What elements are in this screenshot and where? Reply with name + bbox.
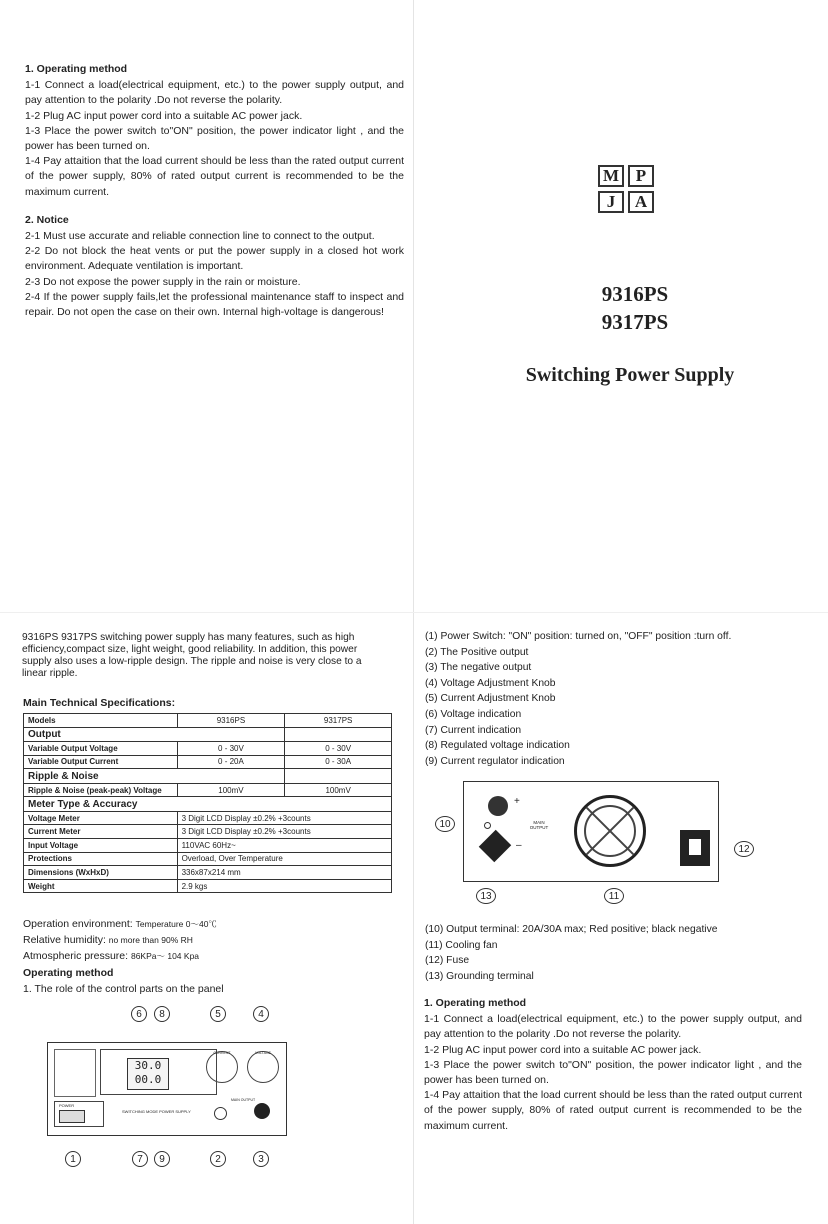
- logo-letter: M: [598, 165, 624, 187]
- list-item: (9) Current regulator indication: [425, 755, 565, 767]
- knob-label: VOLTAGE: [254, 1051, 271, 1055]
- table-row: [24, 769, 392, 784]
- section-title: 2. Notice: [25, 213, 69, 226]
- callout-number: 4: [253, 1006, 269, 1022]
- callout-number: 7: [132, 1151, 148, 1167]
- fold-line-horizontal: [0, 612, 828, 613]
- table-cell: Current Meter: [24, 825, 178, 839]
- list-item: (6) Voltage indication: [425, 708, 522, 720]
- model-number: 9317PS: [601, 310, 669, 334]
- paragraph: 1-2 Plug AC input power cord into a suitable AC power jack.: [25, 109, 303, 122]
- callout-number: 12: [734, 841, 754, 857]
- atmospheric-pressure: [23, 948, 199, 964]
- grounding-terminal[interactable]: [484, 822, 491, 829]
- table-cell: Variable Output Current: [24, 755, 178, 769]
- red-output-terminal[interactable]: [488, 796, 508, 816]
- fuse-socket: [680, 830, 710, 866]
- operating-method-section: [25, 62, 404, 320]
- callout-number: 1: [65, 1151, 81, 1167]
- operating-method-title: Operating method: [23, 967, 114, 979]
- table-cell: [285, 727, 392, 742]
- table-row: [24, 852, 392, 866]
- paragraph: 1-4 Pay attaition that the load current should be less than the rated output current of the power supply, 80% of rated output current is recommended to be the maximum current.: [424, 1089, 802, 1132]
- table-cell: 0 - 20A: [177, 755, 285, 769]
- paragraph: 1-4 Pay attaition that the load current should be less than the rated output current of the power supply, 80% of rated output current is recommended to be the maximum current.: [25, 155, 404, 198]
- control-parts-caption: 1. The role of the control parts on the panel: [23, 983, 224, 995]
- table-row: [24, 755, 392, 769]
- table-cell: 3 Digit LCD Display ±0.2% +3counts: [177, 811, 391, 825]
- display-window: [100, 1049, 217, 1095]
- power-switch[interactable]: [59, 1110, 85, 1123]
- vent-area: [54, 1049, 96, 1097]
- logo-letter: J: [598, 191, 624, 213]
- callout-number: 5: [210, 1006, 226, 1022]
- list-item: (7) Current indication: [425, 724, 522, 736]
- table-row: [24, 879, 392, 893]
- paragraph: 2-1 Must use accurate and reliable connection line to connect to the output.: [25, 230, 375, 243]
- knob-label: CURRENT: [213, 1051, 231, 1055]
- env-label: Atmospheric pressure:: [23, 950, 131, 962]
- table-row: [24, 742, 392, 756]
- table-cell: 0 - 30A: [285, 755, 392, 769]
- paragraph: 2-2 Do not block the heat vents or put the power supply in a closed hot work environment. Adequate ventilation is important.: [25, 245, 404, 273]
- cooling-fan: [574, 795, 646, 867]
- list-item: (10) Output terminal: 20A/30A max; Red positive; black negative: [425, 924, 718, 935]
- callout-number: 8: [154, 1006, 170, 1022]
- positive-terminal[interactable]: [214, 1107, 227, 1120]
- table-cell: Input Voltage: [24, 839, 178, 853]
- section-title: 1. Operating method: [25, 63, 128, 75]
- callout-number: 13: [476, 888, 496, 904]
- env-label: Relative humidity:: [23, 934, 109, 946]
- lcd-display: [127, 1058, 169, 1090]
- black-output-terminal[interactable]: [479, 830, 512, 863]
- fuse-slot: [689, 839, 701, 855]
- list-item: (4) Voltage Adjustment Knob: [425, 677, 556, 689]
- table-cell: 0 - 30V: [285, 742, 392, 756]
- section-title: 1. Operating method: [424, 997, 527, 1009]
- parts-list: [425, 629, 731, 769]
- table-row: [24, 811, 392, 825]
- table-section-header: Meter Type & Accuracy: [24, 797, 392, 812]
- table-cell: 2.9 kgs: [177, 879, 391, 893]
- paragraph: 2-3 Do not expose the power supply in the rain or moisture.: [25, 275, 301, 288]
- callout-number: 9: [154, 1151, 170, 1167]
- table-cell: 336x87x214 mm: [177, 866, 391, 880]
- product-title: Switching Power Supply: [525, 364, 735, 386]
- rear-panel: [463, 781, 719, 882]
- plus-sign: +: [514, 796, 520, 807]
- paragraph: 1-1 Connect a load(electrical equipment, etc.) to the power supply output, and pay attention to the polarity .Do not reverse the polarity.: [424, 1013, 802, 1041]
- power-label: POWER: [59, 1103, 75, 1108]
- table-row: [24, 825, 392, 839]
- lcd-voltage-readout: 30.0: [134, 1059, 162, 1072]
- paragraph: 1-3 Place the power switch to"ON" position, the power indicator light , and the power has been turned on.: [25, 124, 404, 153]
- power-switch-box: [54, 1101, 104, 1127]
- callout-number: 11: [604, 888, 624, 904]
- model-number: 9316PS: [601, 282, 669, 306]
- table-cell: 110VAC 60Hz~: [177, 839, 391, 853]
- paragraph: 1-3 Place the power switch to"ON" position, the power indicator light , and the power has been turned on.: [424, 1058, 802, 1087]
- brand-label: SWITCHING MODE POWER SUPPLY: [122, 1109, 191, 1114]
- operation-environment: [23, 916, 217, 932]
- table-cell: 100mV: [177, 783, 285, 797]
- paragraph: 1-2 Plug AC input power cord into a suitable AC power jack.: [424, 1043, 702, 1056]
- specs-title: Main Technical Specifications:: [23, 697, 176, 709]
- table-cell: [285, 769, 392, 784]
- env-value: Temperature 0～40℃: [135, 919, 217, 929]
- table-cell: Weight: [24, 879, 178, 893]
- env-value: 86KPa～ 104 Kpa: [130, 951, 200, 961]
- intro-paragraph: 9316PS 9317PS switching power supply has many features, such as high efficiency,compact size, light weight, good reliability. In addition, this power supply also uses a low-ripple design. The ripple and noise is very close to a linear ripple.: [22, 632, 362, 679]
- table-cell: Dimensions (WxHxD): [24, 866, 178, 880]
- table-row: [24, 783, 392, 797]
- env-value: no more than 90% RH: [108, 935, 193, 945]
- voltage-knob[interactable]: [247, 1051, 279, 1083]
- logo-letter: A: [628, 191, 654, 213]
- list-item: (13) Grounding terminal: [425, 970, 534, 982]
- negative-terminal[interactable]: [254, 1103, 270, 1119]
- list-item: (5) Current Adjustment Knob: [425, 693, 556, 705]
- paragraph: 2-4 If the power supply fails,let the professional maintenance staff to inspect and repair. Do not open the case on their own. Internal high-voltage is dangerous!: [25, 290, 404, 319]
- rear-parts-list: [425, 922, 717, 984]
- list-item: (8) Regulated voltage indication: [425, 740, 570, 752]
- callout-number: 10: [435, 816, 455, 832]
- table-section-header: Output: [24, 727, 285, 742]
- table-cell: Models: [24, 714, 178, 728]
- main-output-label: MAIN OUTPUT: [529, 820, 549, 830]
- specs-table: [23, 713, 392, 893]
- table-cell: 9317PS: [285, 714, 392, 728]
- minus-sign: –: [516, 840, 522, 851]
- operating-method-section-repeat: [424, 996, 802, 1134]
- list-item: (1) Power Switch: "ON" position: turned on, "OFF" position :turn off.: [425, 631, 732, 642]
- table-cell: 0 - 30V: [177, 742, 285, 756]
- mpja-logo: [598, 165, 658, 217]
- table-cell: 3 Digit LCD Display ±0.2% +3counts: [177, 825, 391, 839]
- list-item: (11) Cooling fan: [425, 939, 498, 951]
- env-label: Operation environment:: [23, 918, 136, 930]
- table-cell: Variable Output Voltage: [24, 742, 178, 756]
- table-row: [24, 797, 392, 812]
- list-item: (12) Fuse: [425, 955, 470, 967]
- callout-number: 3: [253, 1151, 269, 1167]
- front-panel: [47, 1042, 287, 1136]
- list-item: (3) The negative output: [425, 662, 532, 674]
- table-row: [24, 727, 392, 742]
- table-row: [24, 839, 392, 853]
- table-section-header: Ripple & Noise: [24, 769, 285, 784]
- relative-humidity: [23, 932, 193, 948]
- table-cell: Overload, Over Temperature: [177, 852, 391, 866]
- lcd-current-readout: 00.0: [134, 1073, 162, 1086]
- table-cell: Ripple & Noise (peak-peak) Voltage: [24, 783, 178, 797]
- table-row: [24, 714, 392, 728]
- list-item: (2) The Positive output: [425, 646, 529, 658]
- table-cell: Voltage Meter: [24, 811, 178, 825]
- current-knob[interactable]: [206, 1051, 238, 1083]
- table-row: [24, 866, 392, 880]
- callout-number: 6: [131, 1006, 147, 1022]
- paragraph: 1-1 Connect a load(electrical equipment, etc.) to the power supply output, and pay attention to the polarity .Do not reverse the polarity.: [25, 79, 404, 107]
- callout-number: 2: [210, 1151, 226, 1167]
- table-cell: 100mV: [285, 783, 392, 797]
- table-cell: Protections: [24, 852, 178, 866]
- table-cell: 9316PS: [177, 714, 285, 728]
- main-output-label: MAIN OUTPUT: [231, 1098, 256, 1102]
- logo-letter: P: [628, 165, 654, 187]
